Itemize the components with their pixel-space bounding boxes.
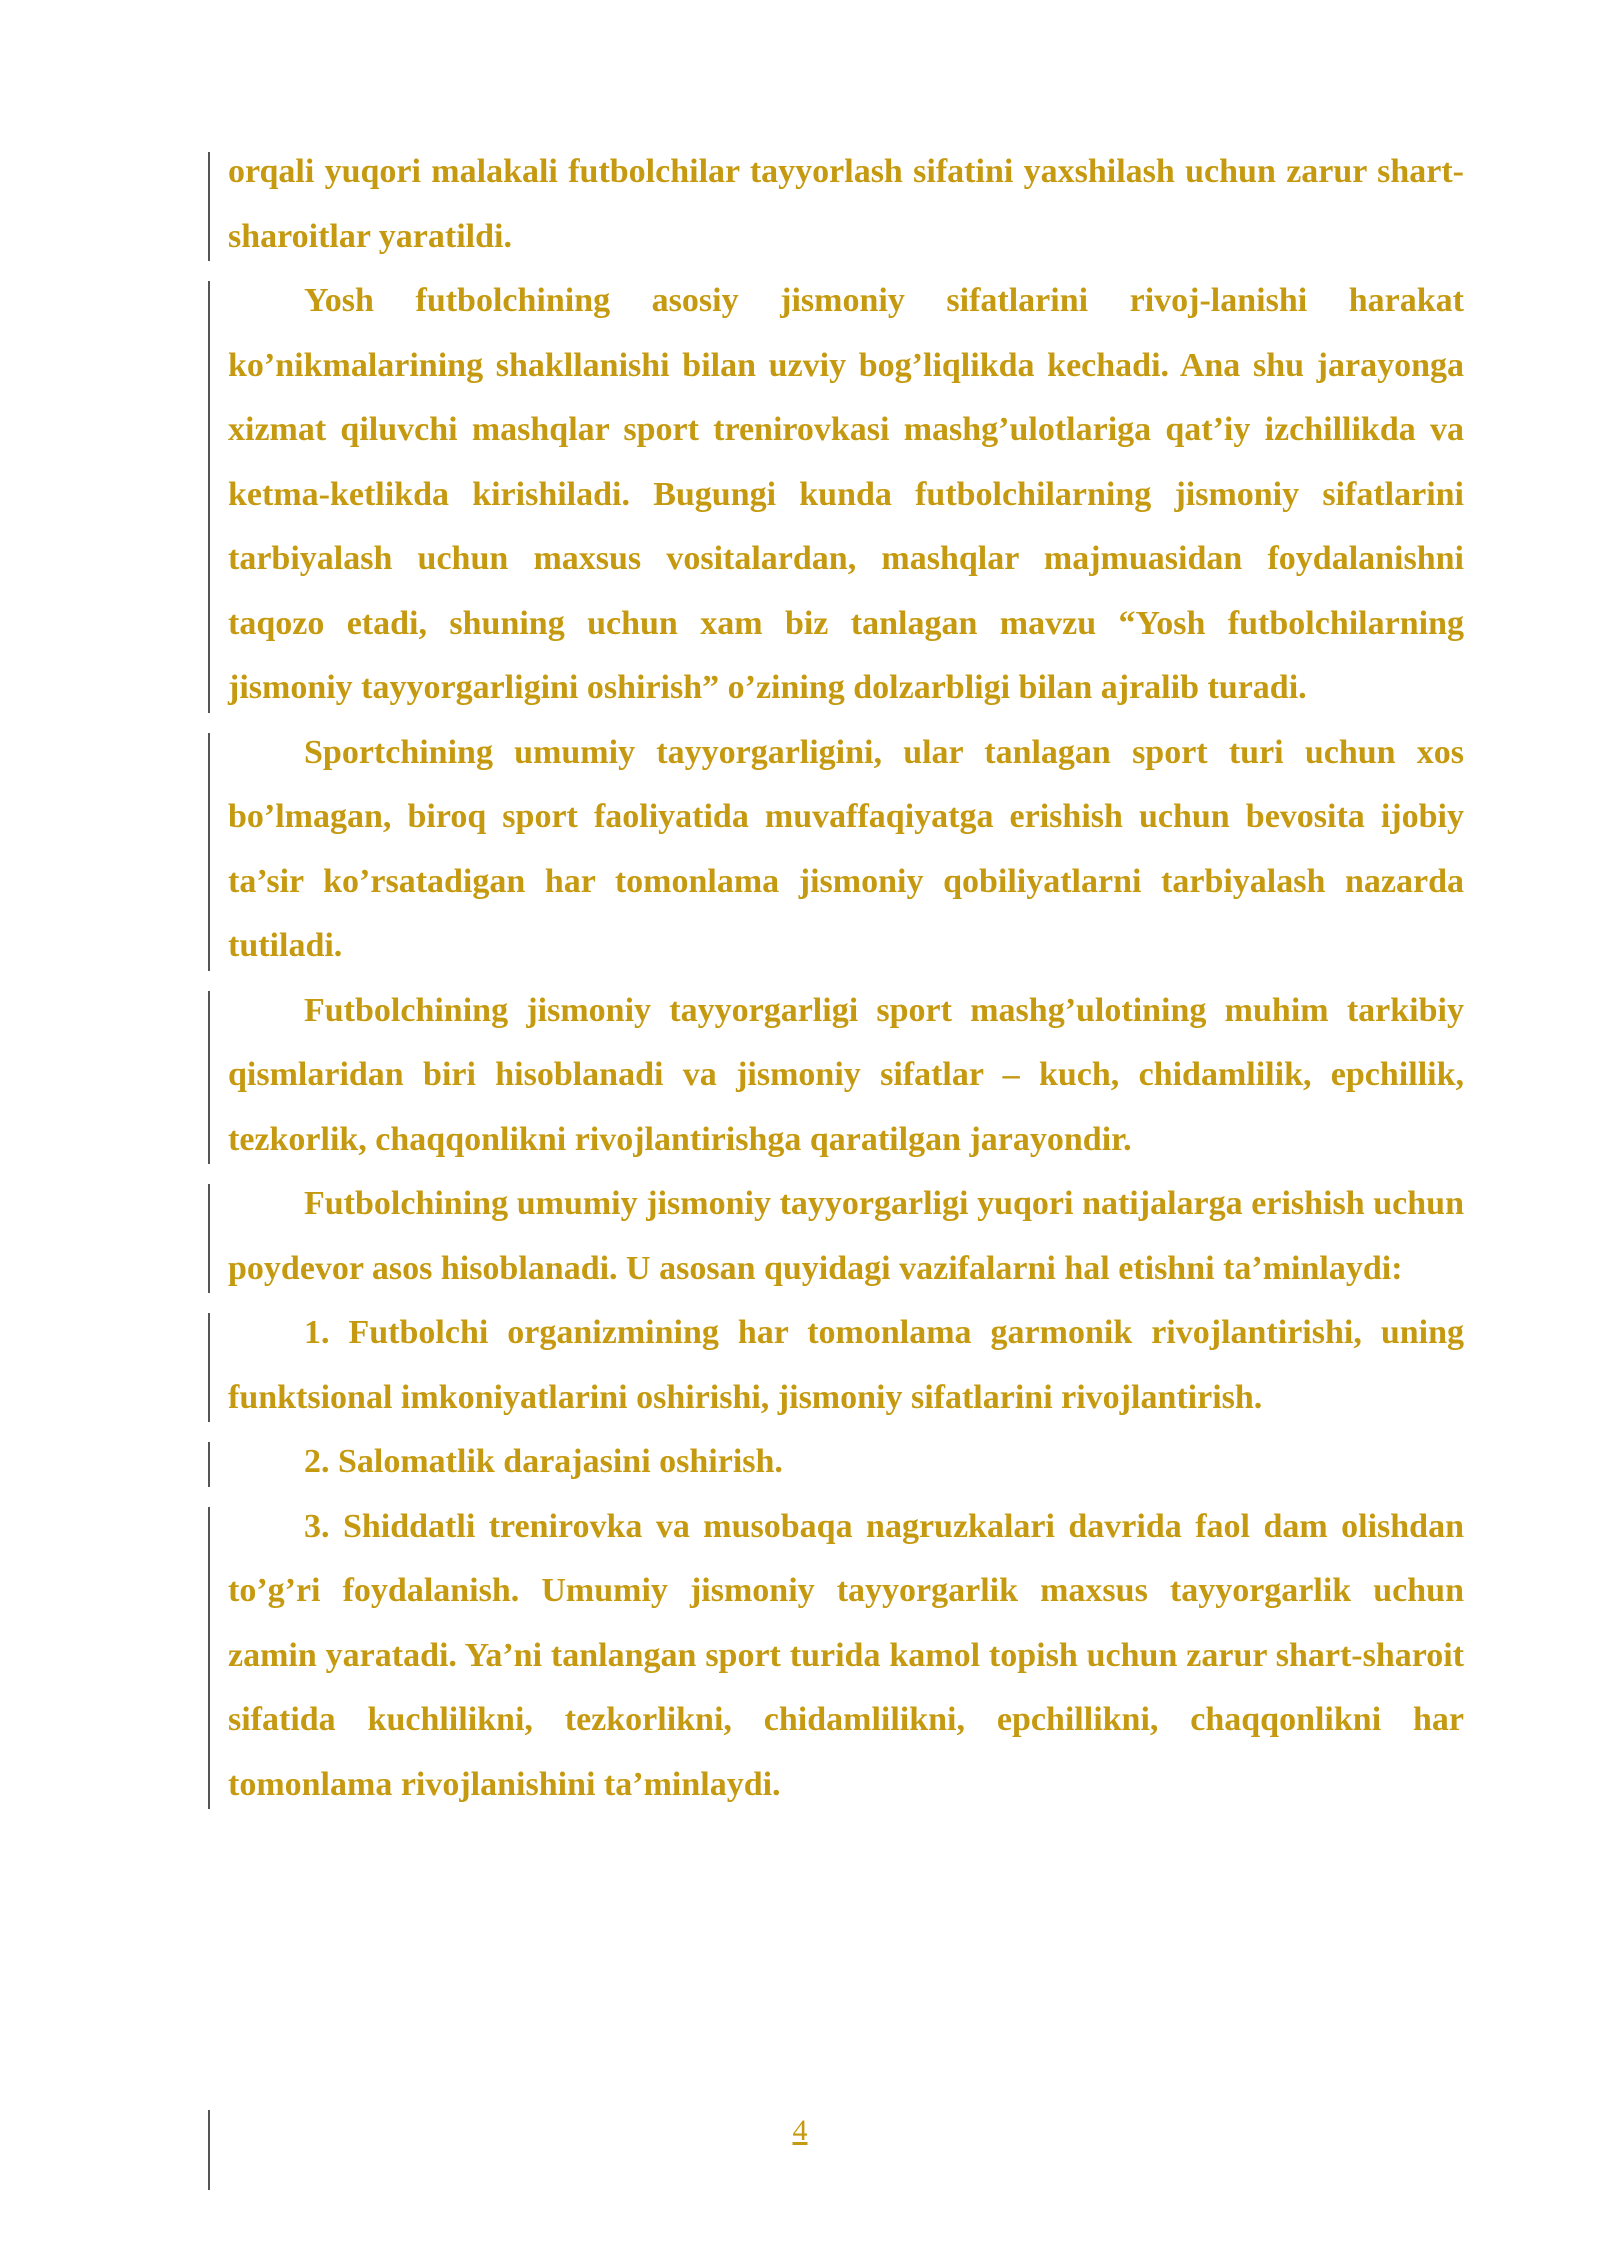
paragraph — [228, 721, 1464, 979]
paragraph-text: Yosh futbolchining asosiy jismoniy sifatlarini rivoj-lanishi harakat ko’nikmalarining shakllanishi bilan uzviy bog’liqlikda kechadi. Ana shu jarayonga xizmat qiluvchi mashqlar sport trenirovkasi mashg’ulotlariga qat’iy izchillikda va ketma-ketlikda kirishiladi. Bugungi kunda futbolchilarning jismoniy sifatlarini tarbiyalash uchun maxsus vositalardan, mashqlar majmuasidan foydalanishni taqozo etadi, shuning uchun xam biz tanlagan mavzu “Yosh futbolchilarning jismoniy tayyorgarligini oshirish” o’zining dolzarbligi bilan ajralib turadi. — [228, 282, 1464, 706]
change-bar — [208, 281, 210, 713]
paragraph-text: Futbolchining jismoniy tayyorgarligi sport mashg’ulotining muhim tarkibiy qismlaridan biri hisoblanadi va jismoniy sifatlar – kuch, chidamlilik, epchillik, tezkorlik, chaqqonlikni rivojlantirishga qaratilgan jarayondir. — [228, 991, 1464, 1158]
change-bar — [208, 991, 210, 1165]
change-bar — [208, 152, 210, 261]
change-bar — [208, 1184, 210, 1293]
paragraph-text: Futbolchining umumiy jismoniy tayyorgarligi yuqori natijalarga erishish uchun poydevor asos hisoblanadi. U asosan quyidagi vazifalarni hal etishni ta’minlaydi: — [228, 1185, 1464, 1287]
paragraph-text: orqali yuqori malakali futbolchilar tayyorlash sifatini yaxshilash uchun zarur shart-sharoitlar yaratildi. — [228, 153, 1464, 255]
page-number: 4 — [792, 2114, 808, 2147]
list-item-text: 3. Shiddatli trenirovka va musobaqa nagruzkalari davrida faol dam olishdan to’g’ri foydalanish. Umumiy jismoniy tayyorgarlik maxsus tayyorgarlik uchun zamin yaratadi. Ya’ni tanlangan sport turida kamol topish uchun zarur shart-sharoit sifatida kuchlilikni, tezkorlikni, chidamlilikni, epchillikni, chaqqonlikni har tomonlama rivojlanishini ta’minlaydi. — [228, 1507, 1464, 1803]
list-item — [228, 1495, 1464, 1818]
paragraph — [228, 269, 1464, 721]
change-bar — [208, 1442, 210, 1487]
page-footer — [0, 2110, 1600, 2200]
change-bar — [208, 1313, 210, 1422]
list-item — [228, 1430, 1464, 1495]
change-bar — [208, 733, 210, 971]
change-bar — [208, 1507, 210, 1810]
list-item-text: 1. Futbolchi organizmining har tomonlama garmonik rivojlantirishi, uning funktsional imkoniyatlarini oshirishi, jismoniy sifatlarini rivojlantirish. — [228, 1314, 1464, 1416]
paragraph-continuation — [228, 140, 1464, 269]
paragraph-text: Sportchining umumiy tayyorgarligini, ular tanlagan sport turi uchun xos bo’lmagan, biroq sport faoliyatida muvaffaqiyatga erishish uchun bevosita ijobiy ta’sir ko’rsatadigan har tomonlama jismoniy qobiliyatlarni tarbiyalash nazarda tutiladi. — [228, 733, 1464, 964]
body-text — [228, 140, 1464, 1817]
list-item-text: 2. Salomatlik darajasini oshirish. — [304, 1443, 783, 1480]
list-item — [228, 1301, 1464, 1430]
paragraph — [228, 1172, 1464, 1301]
paragraph — [228, 979, 1464, 1173]
